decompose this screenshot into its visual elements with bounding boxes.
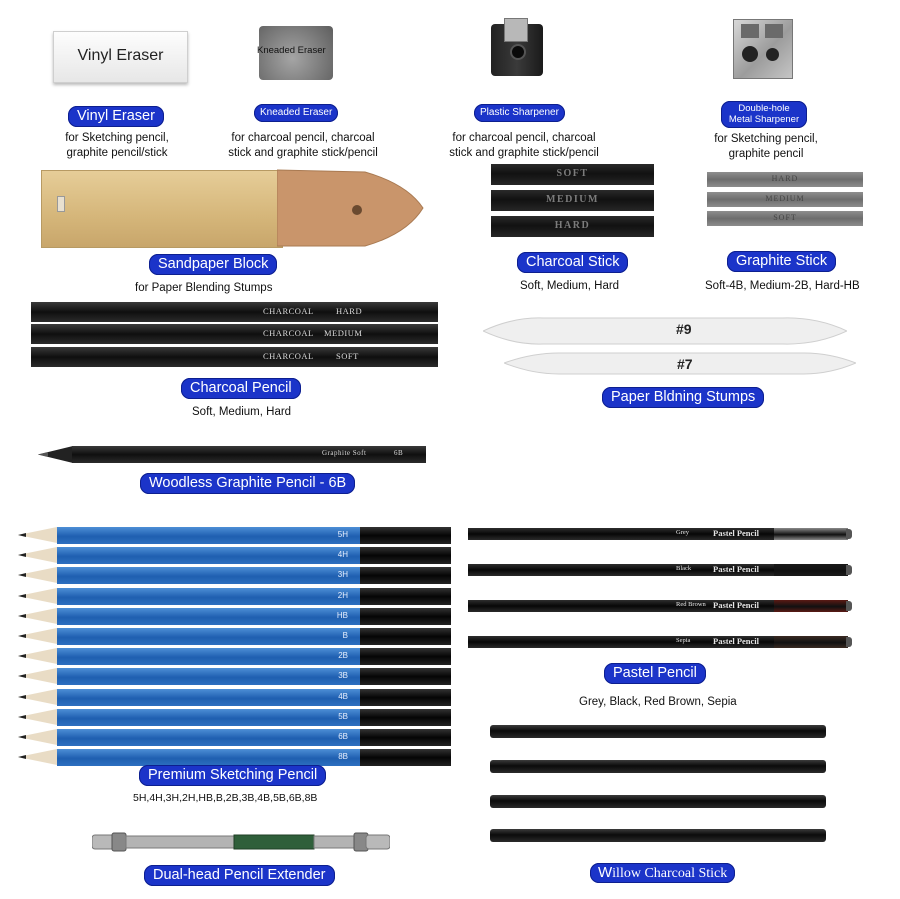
sketching-pencil-lead	[18, 735, 26, 739]
sketching-pencil-6b	[57, 729, 360, 746]
sketching-pencil-hb	[57, 608, 360, 625]
charcoal-stick-soft: SOFT	[491, 164, 654, 185]
kneaded-eraser-image	[259, 26, 333, 80]
sketching-pencil-cap	[360, 547, 451, 564]
sketching-pencil-grade: 3B	[338, 671, 348, 681]
metal-sharpener-label: Double-hole Metal Sharpener	[721, 101, 807, 128]
pastel-pencil-brand: Pastel Pencil	[713, 636, 760, 646]
sketching-pencil-cap	[360, 608, 451, 625]
pastel-pencil-color-name: Red Brown	[676, 601, 706, 608]
sketching-pencil-cap	[360, 648, 451, 665]
pastel-pencil-brand: Pastel Pencil	[713, 564, 760, 574]
sketching-pencil-lead	[18, 654, 26, 658]
pencil-extender-image	[92, 829, 390, 855]
kneaded-eraser-print: Kneaded Eraser	[257, 45, 326, 56]
pastel-pencil-end	[846, 565, 852, 575]
charcoal-stick-caption: Soft, Medium, Hard	[520, 280, 620, 292]
sketching-pencil-label: Premium Sketching Pencil	[139, 765, 326, 786]
sketching-pencil-cap	[360, 729, 451, 746]
sketching-pencil-lead	[18, 553, 26, 557]
charcoal-pencil-caption: Soft, Medium, Hard	[192, 406, 292, 418]
plastic-sharpener-label: Plastic Sharpener	[474, 104, 565, 122]
vinyl-eraser-image	[53, 31, 188, 83]
sandpaper-block-label: Sandpaper Block	[149, 254, 277, 275]
sketching-pencil-8b	[57, 749, 360, 766]
sketching-pencil-lead	[18, 674, 26, 678]
sketching-pencil-lead	[18, 695, 26, 699]
graphite-stick-medium: MEDIUM	[707, 192, 863, 207]
pastel-pencil-label: Pastel Pencil	[604, 663, 706, 684]
woodless-pencil: Graphite Soft 6B	[72, 446, 426, 463]
pastel-pencil-color-name: Sepia	[676, 637, 691, 644]
pastel-pencil-caption: Grey, Black, Red Brown, Sepia	[579, 696, 737, 708]
pastel-pencil-core	[774, 636, 848, 648]
sketching-pencil-lead	[18, 614, 26, 618]
pastel-pencil-core	[774, 564, 848, 576]
charcoal-pencil-hard: CHARCOAL HARD	[31, 302, 438, 322]
pastel-pencil-core	[774, 600, 848, 612]
sketching-pencil-grade: 3H	[337, 570, 348, 580]
pastel-pencil-sepia	[468, 636, 774, 648]
metal-sharpener-caption: for Sketching pencil, graphite pencil	[714, 133, 818, 160]
vinyl-eraser-caption: for Sketching pencil, graphite pencil/stick	[65, 132, 169, 159]
pastel-pencil-color-name: Black	[676, 565, 692, 572]
sketching-pencil-cap	[360, 527, 451, 544]
sketching-pencil-grade: 5B	[338, 711, 348, 721]
charcoal-pencil-label: Charcoal Pencil	[181, 378, 301, 399]
willow-stick	[490, 829, 826, 842]
plastic-sharpener-caption: for charcoal pencil, charcoal stick and graphite stick/pencil	[449, 132, 599, 159]
pastel-pencil-red-brown	[468, 600, 774, 612]
sketching-pencil-lead	[18, 755, 26, 759]
pastel-pencil-black	[468, 564, 774, 576]
sketching-pencil-b	[57, 628, 360, 645]
sketching-pencil-4b	[57, 689, 360, 706]
vinyl-eraser-label: Vinyl Eraser	[68, 106, 164, 127]
blending-stumps-label: Paper Bldning Stumps	[602, 387, 764, 408]
kneaded-eraser-label: Kneaded Eraser	[254, 104, 338, 122]
willow-stick	[490, 725, 826, 738]
sandpaper-block-image	[41, 168, 425, 248]
sketching-pencil-grade: B	[342, 631, 348, 640]
sketching-pencil-cap	[360, 689, 451, 706]
sketching-pencil-cap	[360, 628, 451, 645]
sketching-pencil-2h	[57, 588, 360, 605]
sketching-pencil-3b	[57, 668, 360, 685]
sketching-pencil-lead	[18, 573, 26, 577]
sketching-pencil-grade: 5H	[337, 530, 348, 539]
pastel-pencil-brand: Pastel Pencil	[713, 528, 760, 538]
sketching-pencil-grade: 6B	[338, 732, 348, 741]
charcoal-stick-hard: HARD	[491, 216, 654, 237]
sketching-pencil-5b	[57, 709, 360, 726]
pastel-pencil-end	[846, 637, 852, 647]
sketching-pencil-4h	[57, 547, 360, 564]
sketching-pencil-grade: 2B	[338, 651, 348, 661]
blending-stump-large	[483, 315, 847, 347]
pastel-pencil-grey	[468, 528, 774, 540]
sketching-pencil-lead	[18, 594, 26, 598]
sketching-pencil-grade: 8B	[338, 752, 348, 762]
metal-sharpener-image	[733, 19, 793, 79]
sketching-pencil-2b	[57, 648, 360, 665]
woodless-pencil-label: Woodless Graphite Pencil - 6B	[140, 473, 355, 494]
blending-stump-large-size: #9	[676, 321, 692, 337]
sketching-pencil-grade: 4B	[338, 691, 348, 701]
pastel-pencil-core	[774, 528, 848, 540]
pastel-pencil-brand: Pastel Pencil	[713, 600, 760, 610]
charcoal-pencil-medium: CHARCOAL MEDIUM	[31, 324, 438, 344]
sketching-pencil-grade: HB	[336, 610, 348, 620]
charcoal-pencil-soft: CHARCOAL SOFT	[31, 347, 438, 367]
pencil-extender-label: Dual-head Pencil Extender	[144, 865, 335, 886]
sketching-pencil-cap	[360, 668, 451, 685]
sketching-pencil-cap	[360, 749, 451, 766]
sandpaper-block-caption: for Paper Blending Stumps	[135, 282, 273, 294]
pastel-pencil-color-name: Grey	[676, 529, 689, 536]
graphite-stick-soft: SOFT	[707, 211, 863, 226]
pastel-pencil-end	[846, 529, 852, 539]
sketching-pencil-3h	[57, 567, 360, 584]
charcoal-stick-medium: MEDIUM	[491, 190, 654, 211]
sketching-pencil-lead	[18, 715, 26, 719]
graphite-stick-hard: HARD	[707, 172, 863, 187]
pastel-pencil-end	[846, 601, 852, 611]
woodless-pencil-tip	[38, 446, 73, 463]
kneaded-eraser-caption: for charcoal pencil, charcoal stick and graphite stick/pencil	[228, 132, 378, 159]
sketching-pencil-5h	[57, 527, 360, 544]
sketching-pencil-caption: 5H,4H,3H,2H,HB,B,2B,3B,4B,5B,6B,8B	[133, 792, 318, 804]
willow-charcoal-label: Willow Charcoal Stick	[590, 863, 735, 883]
graphite-stick-caption: Soft-4B, Medium-2B, Hard-HB	[705, 280, 860, 292]
sketching-pencil-cap	[360, 709, 451, 726]
willow-stick	[490, 760, 826, 773]
willow-stick	[490, 795, 826, 808]
plastic-sharpener-image	[491, 18, 543, 78]
sketching-pencil-lead	[18, 634, 26, 638]
graphite-stick-label: Graphite Stick	[727, 251, 836, 272]
sketching-pencil-lead	[18, 533, 26, 537]
sketching-pencil-grade: 4H	[337, 550, 348, 560]
sketching-pencil-grade: 2H	[337, 590, 348, 600]
sketching-pencil-cap	[360, 567, 451, 584]
sketching-pencil-cap	[360, 588, 451, 605]
charcoal-stick-label: Charcoal Stick	[517, 252, 628, 273]
vinyl-eraser-print: Vinyl Eraser	[77, 47, 164, 64]
blending-stump-small-size: #7	[677, 356, 693, 372]
